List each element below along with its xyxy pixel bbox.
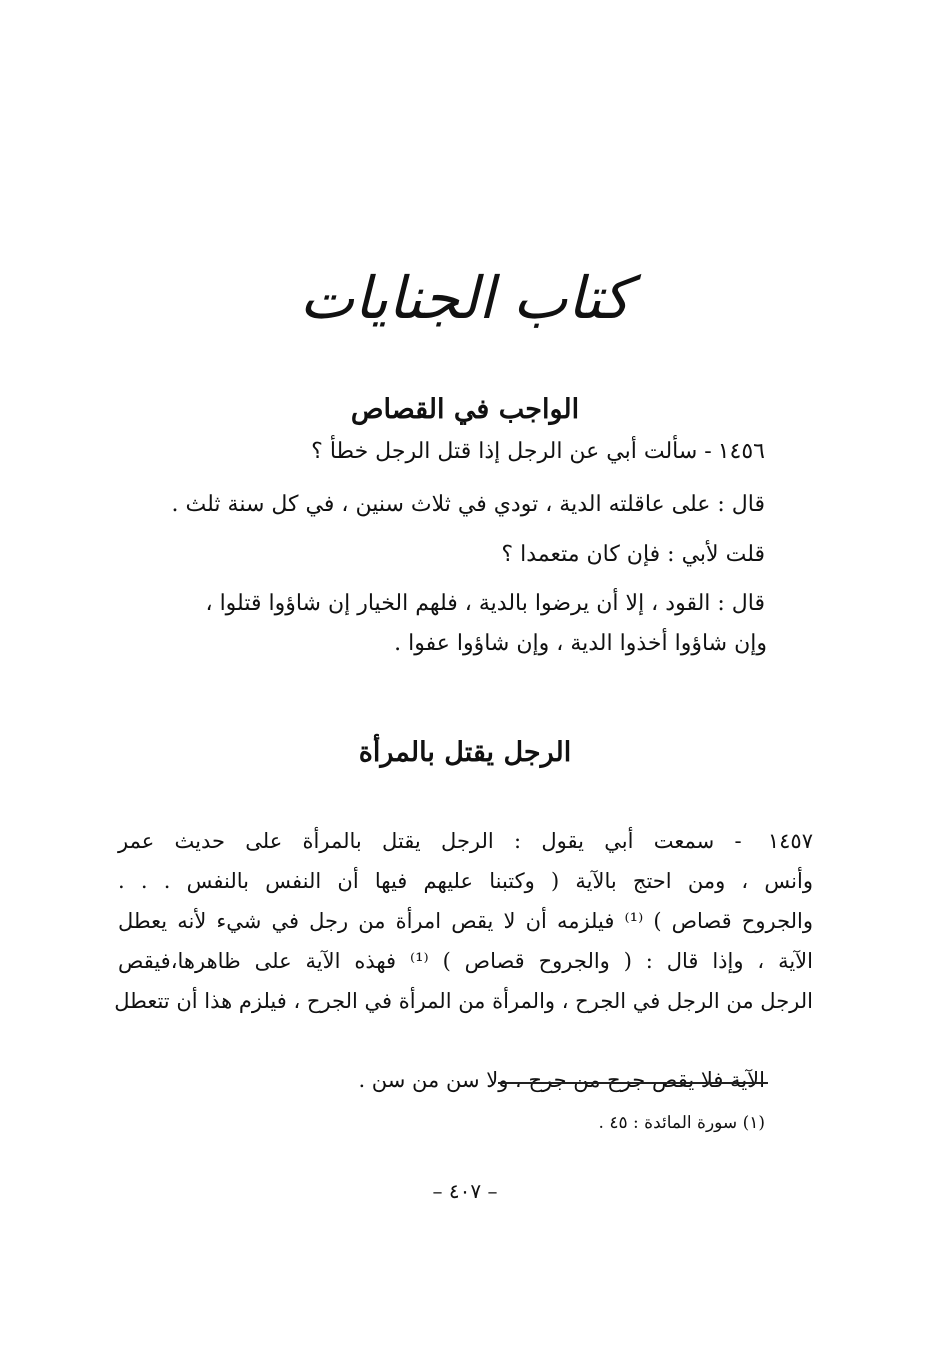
paragraph-1457-line-4: الآية ، وإذا قال : ( والجروح قصاص ) ⁽¹⁾ فهذه الآية على ظاهرها،فيقص bbox=[118, 949, 813, 973]
paragraph-1456-line-4: قال : القود ، إلا أن يرضوا بالدية ، فلهم الخيار إن شاؤوا قتلوا ، bbox=[205, 591, 765, 616]
page-number: – ٤٠٧ – bbox=[432, 1179, 498, 1203]
paragraph-1457-line-2: وأنس ، ومن احتج بالآية ( وكتبنا عليهم فيها أن النفس بالنفس . . . bbox=[118, 869, 813, 893]
paragraph-text: - سمعت أبي يقول : الرجل يقتل بالمرأة على حديث عمر bbox=[118, 829, 742, 853]
paragraph-1456-line-1 bbox=[311, 435, 765, 469]
book-title: كتاب الجنايات bbox=[299, 264, 631, 332]
item-number-1457: ١٤٥٧ bbox=[767, 829, 813, 853]
footnote: (١) سورة المائدة : ٤٥ . bbox=[598, 1113, 765, 1133]
paragraph-1457-line-1 bbox=[118, 824, 813, 858]
paragraph-1457-line-3: والجروح قصاص ) ⁽¹⁾ فيلزمه أن لا يقص امرأة من رجل في شيء لأنه يعطل bbox=[118, 909, 813, 933]
paragraph-1456-line-2: قال : على عاقلته الدية ، تودي في ثلاث سنين ، في كل سنة ثلث . bbox=[171, 492, 765, 517]
section-heading-man-killed-for-woman: الرجل يقتل بالمرأة bbox=[358, 737, 572, 768]
item-number-1456: ١٤٥٦ bbox=[717, 439, 765, 464]
paragraph-1456-line-3: قلت لأبي : فإن كان متعمدا ؟ bbox=[501, 542, 765, 567]
section-heading-retribution: الواجب في القصاص bbox=[350, 394, 580, 425]
footnote-divider bbox=[498, 1082, 768, 1084]
paragraph-1456-line-5: وإن شاؤوا أخذوا الدية ، وإن شاؤوا عفوا . bbox=[394, 631, 767, 656]
paragraph-1457-line-5: الرجل من الرجل في الجرح ، والمرأة من المرأة في الجرح ، فيلزم هذا أن تتعطل bbox=[114, 989, 813, 1013]
paragraph-1457-line-6: الآية فلا يقص جرح من جرح ، ولا سن من سن . bbox=[358, 1068, 765, 1092]
paragraph-text: - سألت أبي عن الرجل إذا قتل الرجل خطأ ؟ bbox=[311, 439, 712, 464]
